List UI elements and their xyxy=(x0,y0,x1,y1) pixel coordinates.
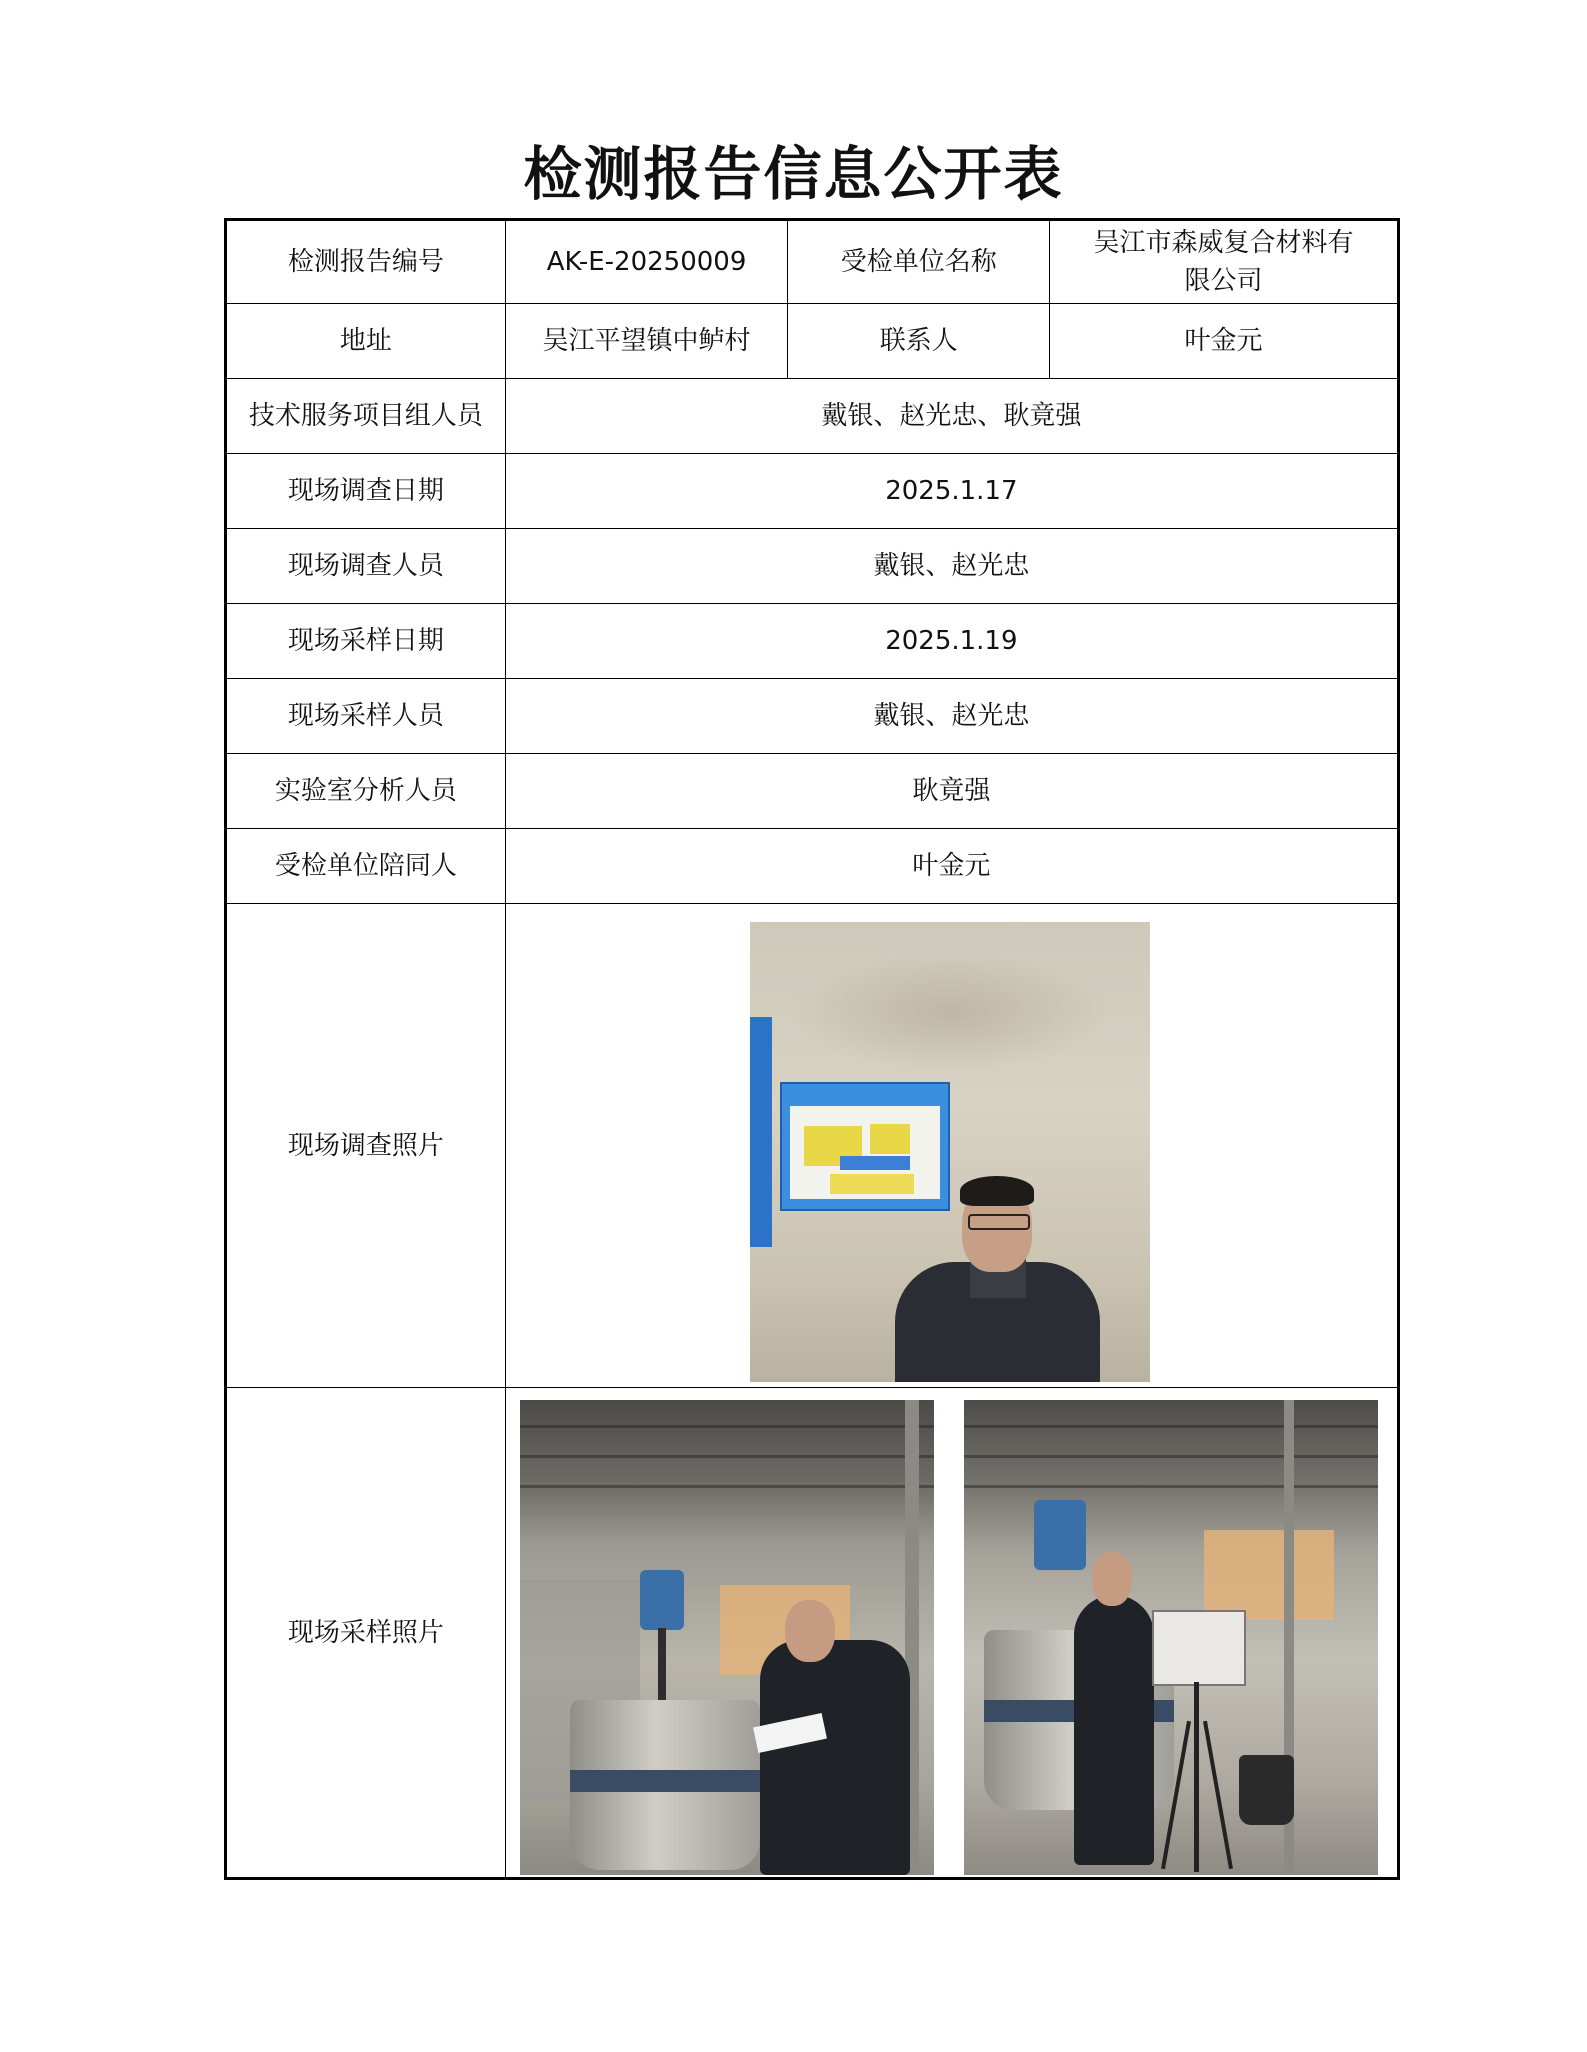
team-value: 戴银、赵光忠、耿竟强 xyxy=(505,379,1398,454)
sampling-staff-label: 现场采样人员 xyxy=(226,679,506,754)
address-label: 地址 xyxy=(226,304,506,379)
survey-photo-label: 现场调查照片 xyxy=(226,904,506,1388)
table-row xyxy=(226,904,1399,1388)
escort-value: 叶金元 xyxy=(505,829,1398,904)
unit-name-value: 吴江市森威复合材料有限公司 xyxy=(1050,220,1399,304)
wall-sign-image xyxy=(780,1082,950,1211)
address-value: 吴江平望镇中鲈村 xyxy=(505,304,788,379)
sampling-photo-2 xyxy=(964,1400,1378,1875)
sampling-photo-label: 现场采样照片 xyxy=(226,1388,506,1879)
survey-staff-value: 戴银、赵光忠 xyxy=(505,529,1398,604)
report-no-value: AK-E-20250009 xyxy=(505,220,788,304)
sampling-date-label: 现场采样日期 xyxy=(226,604,506,679)
page-title: 检测报告信息公开表 xyxy=(523,140,1064,208)
survey-date-value: 2025.1.17 xyxy=(505,454,1398,529)
table-row xyxy=(226,220,1399,304)
report-table xyxy=(224,218,1400,1880)
table-row xyxy=(226,604,1399,679)
sampling-staff-value: 戴银、赵光忠 xyxy=(505,679,1398,754)
team-label: 技术服务项目组人员 xyxy=(226,379,506,454)
contact-value: 叶金元 xyxy=(1050,304,1399,379)
report-no-label: 检测报告编号 xyxy=(226,220,506,304)
lab-staff-label: 实验室分析人员 xyxy=(226,754,506,829)
lab-staff-value: 耿竟强 xyxy=(505,754,1398,829)
survey-photo-cell xyxy=(505,904,1398,1388)
sampling-date-value: 2025.1.19 xyxy=(505,604,1398,679)
table-row xyxy=(226,379,1399,454)
survey-date-label: 现场调查日期 xyxy=(226,454,506,529)
sampling-photo-1 xyxy=(520,1400,934,1875)
survey-staff-label: 现场调查人员 xyxy=(226,529,506,604)
table-row xyxy=(226,1388,1399,1879)
table-row xyxy=(226,754,1399,829)
table-row xyxy=(226,529,1399,604)
unit-name-label: 受检单位名称 xyxy=(788,220,1050,304)
table-row xyxy=(226,829,1399,904)
escort-label: 受检单位陪同人 xyxy=(226,829,506,904)
table-row xyxy=(226,454,1399,529)
sampling-photo-cell xyxy=(505,1388,1398,1879)
table-row xyxy=(226,679,1399,754)
contact-label: 联系人 xyxy=(788,304,1050,379)
survey-photo xyxy=(750,922,1150,1382)
table-row xyxy=(226,304,1399,379)
